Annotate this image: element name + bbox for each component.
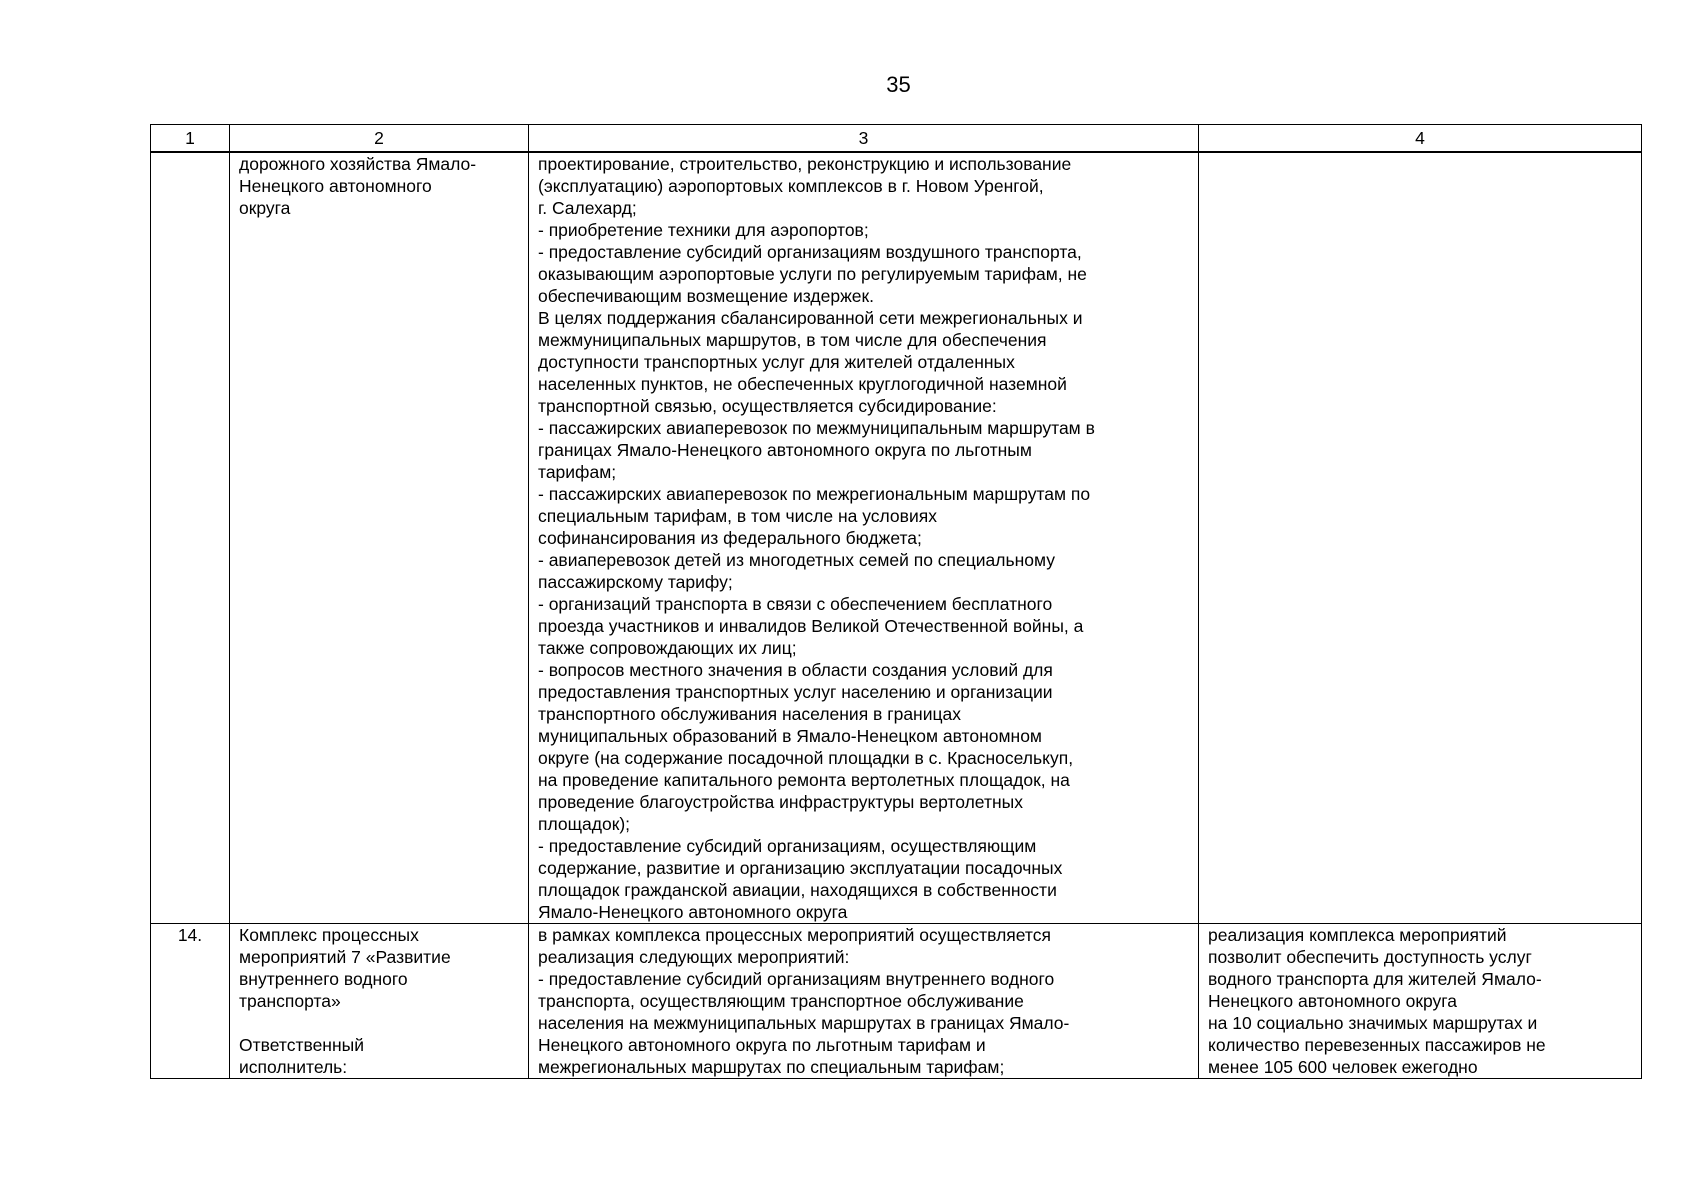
row2-col2-cell (230, 924, 529, 1079)
text-line: содержание, развитие и организацию эксплуатации посадочных (538, 858, 1063, 878)
text-line: специальным тарифам, в том числе на условиях (538, 506, 937, 526)
text-line: на 10 социально значимых маршрутах и (1208, 1013, 1538, 1033)
text-line: обеспечивающим возмещение издержек. (538, 286, 875, 306)
text-line: транспорта, осуществляющим транспортное обслуживание (538, 991, 1024, 1011)
blank-line (239, 1012, 519, 1034)
row2-col4-cell (1199, 924, 1642, 1079)
text-line: Ответственный (239, 1035, 364, 1055)
program-table (150, 124, 1642, 1079)
text-line: в рамках комплекса процессных мероприятий осуществляется (538, 925, 1051, 945)
text-line: (эксплуатацию) аэропортовых комплексов в г. Новом Уренгой, (538, 176, 1044, 196)
text-line: проведение благоустройства инфраструктуры вертолетных (538, 792, 1023, 812)
text-line: пассажирскому тарифу; (538, 572, 733, 592)
text-line: дорожного хозяйства Ямало- (239, 154, 477, 174)
text-line: Ненецкого автономного (239, 176, 432, 196)
table-row (151, 152, 1642, 924)
text-line: на проведение капитального ремонта вертолетных площадок, на (538, 770, 1070, 790)
text-line: - авиаперевозок детей из многодетных семей по специальному (538, 550, 1055, 570)
text-line: проектирование, строительство, реконструкцию и использование (538, 154, 1072, 174)
text-line: менее 105 600 человек ежегодно (1208, 1057, 1478, 1077)
row-number (151, 152, 230, 924)
header-col-4: 4 (1199, 125, 1642, 153)
page-number: 35 (886, 72, 911, 97)
header-col-3: 3 (529, 125, 1199, 153)
row1-col2-cell (230, 152, 529, 924)
text-line: - организаций транспорта в связи с обеспечением бесплатного (538, 594, 1053, 614)
text-line: - пассажирских авиаперевозок по межрегиональным маршрутам по (538, 484, 1091, 504)
header-row (151, 125, 1642, 153)
text-line: оказывающим аэропортовые услуги по регулируемым тарифам, не (538, 264, 1087, 284)
text-line: г. Салехард; (538, 198, 637, 218)
text-line: мероприятий 7 «Развитие (239, 947, 451, 967)
text-line: округа (239, 198, 291, 218)
header-col-1: 1 (151, 125, 230, 153)
text-line: внутреннего водного (239, 969, 408, 989)
text-line: реализация комплекса мероприятий (1208, 925, 1507, 945)
text-line: населения на межмуниципальных маршрутах в границах Ямало- (538, 1013, 1070, 1033)
text-line: площадок); (538, 814, 631, 834)
text-line: также сопровождающих их лиц; (538, 638, 797, 658)
text-line: доступности транспортных услуг для жителей отдаленных (538, 352, 1015, 372)
text-line: межмуниципальных маршрутов, в том числе для обеспечения (538, 330, 1047, 350)
row-number: 14. (151, 924, 230, 1079)
row1-col3-cell (529, 152, 1199, 924)
text-line: Комплекс процессных (239, 925, 419, 945)
text-line: - предоставление субсидий организациям, осуществляющим (538, 836, 1037, 856)
text-line: муниципальных образований в Ямало-Ненецком автономном (538, 726, 1042, 746)
text-line: транспорта» (239, 991, 341, 1011)
text-line: транспортной связью, осуществляется субсидирование: (538, 396, 997, 416)
text-line: В целях поддержания сбалансированной сети межрегиональных и (538, 308, 1083, 328)
text-line: Ненецкого автономного округа (1208, 991, 1457, 1011)
text-line: - предоставление субсидий организациям внутреннего водного (538, 969, 1055, 989)
text-line: - предоставление субсидий организациям воздушного транспорта, (538, 242, 1082, 262)
text-line: предоставления транспортных услуг населению и организации (538, 682, 1053, 702)
text-line: количество перевезенных пассажиров не (1208, 1035, 1546, 1055)
text-line: населенных пунктов, не обеспеченных круглогодичной наземной (538, 374, 1067, 394)
text-line: софинансирования из федерального бюджета; (538, 528, 922, 548)
text-line: реализация следующих мероприятий: (538, 947, 850, 967)
row2-col3-cell (529, 924, 1199, 1079)
row1-col4-cell (1199, 152, 1642, 924)
text-line: межрегиональных маршрутах по специальным тарифам; (538, 1057, 1005, 1077)
table-row (151, 924, 1642, 1079)
text-line: проезда участников и инвалидов Великой Отечественной войны, а (538, 616, 1084, 636)
text-line: позволит обеспечить доступность услуг (1208, 947, 1532, 967)
text-line: исполнитель: (239, 1057, 348, 1077)
text-line: Ненецкого автономного округа по льготным тарифам и (538, 1035, 986, 1055)
text-line: площадок гражданской авиации, находящихся в собственности (538, 880, 1057, 900)
text-line: тарифам; (538, 462, 617, 482)
text-line: - приобретение техники для аэропортов; (538, 220, 869, 240)
text-line: границах Ямало-Ненецкого автономного округа по льготным (538, 440, 1032, 460)
text-line: Ямало-Ненецкого автономного округа (538, 902, 848, 922)
text-line: - пассажирских авиаперевозок по межмуниципальным маршрутам в (538, 418, 1095, 438)
text-line: транспортного обслуживания населения в границах (538, 704, 961, 724)
header-col-2: 2 (230, 125, 529, 153)
text-line: округе (на содержание посадочной площадки в с. Красноселькуп, (538, 748, 1074, 768)
text-line: - вопросов местного значения в области создания условий для (538, 660, 1053, 680)
text-line: водного транспорта для жителей Ямало- (1208, 969, 1542, 989)
